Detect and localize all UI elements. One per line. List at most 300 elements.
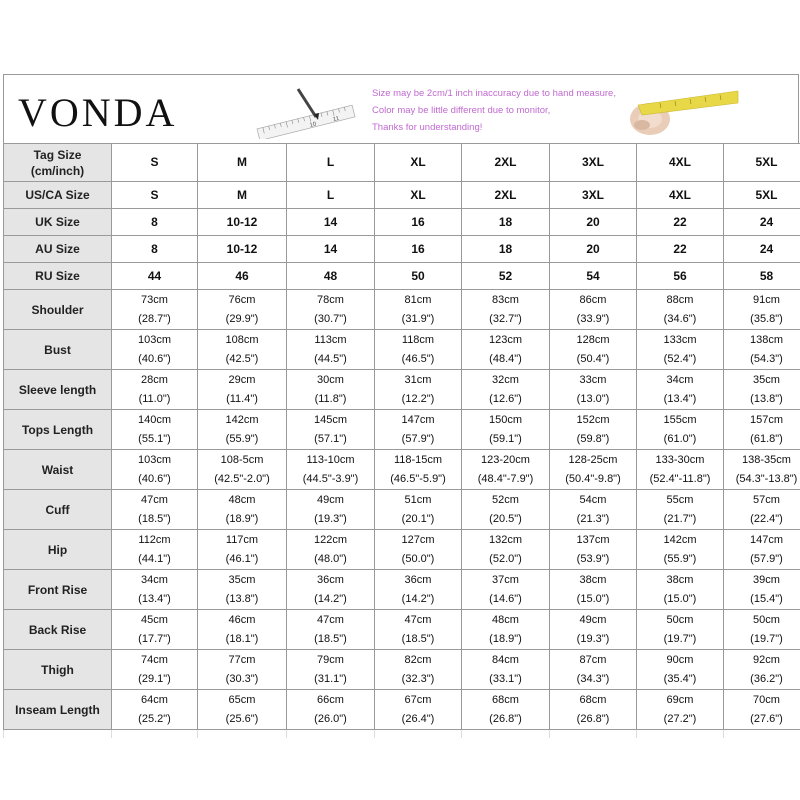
row-label: Bust	[4, 330, 112, 370]
measurement-cell	[375, 450, 462, 490]
measurement-cell	[724, 530, 800, 570]
measurement-cell	[198, 370, 287, 410]
size-cell: 22	[637, 236, 724, 263]
cm-value: 133cm	[663, 333, 697, 346]
cm-value: 84cm	[492, 653, 519, 666]
empty-cell	[4, 730, 112, 739]
cm-value: 33cm	[579, 373, 607, 386]
measurement-cell	[198, 650, 287, 690]
inch-value: (61.8")	[750, 432, 783, 445]
measurement-cell	[637, 290, 724, 330]
inch-value: (34.3")	[576, 672, 610, 685]
measurement-row	[4, 490, 800, 530]
size-header-cell: L	[287, 144, 375, 182]
inch-value: (50.4"-9.8")	[565, 472, 621, 485]
inch-value: (55.1")	[138, 432, 171, 445]
row-label: RU Size	[4, 263, 112, 290]
cm-value: 140cm	[137, 413, 172, 426]
measurement-cell	[550, 650, 637, 690]
inch-value: (18.9")	[225, 512, 259, 525]
inch-value: (53.9")	[576, 552, 610, 565]
empty-cell	[112, 730, 198, 739]
cm-value: 50cm	[753, 613, 780, 626]
cm-value: 29cm	[228, 373, 256, 386]
measurement-cell	[724, 450, 800, 490]
size-header-cell: XL	[375, 144, 462, 182]
inch-value: (46.5"-5.9")	[390, 472, 446, 485]
cm-value: 66cm	[317, 693, 344, 706]
measurement-cell	[637, 490, 724, 530]
size-cell: 10-12	[198, 236, 287, 263]
measurement-cell	[375, 370, 462, 410]
cm-value: 45cm	[141, 613, 168, 626]
inch-value: (26.8")	[489, 712, 522, 725]
measurement-cell	[637, 330, 724, 370]
inch-value: (14.2")	[314, 592, 347, 605]
inch-value: (59.1")	[489, 432, 522, 445]
size-cell: 16	[375, 236, 462, 263]
measurement-row	[4, 290, 800, 330]
measurement-cell	[375, 410, 462, 450]
cm-value: 70cm	[753, 693, 780, 706]
size-cell: 3XL	[550, 182, 637, 209]
cm-value: 52cm	[492, 493, 519, 506]
measurement-cell	[287, 450, 375, 490]
measurement-cell	[375, 330, 462, 370]
measurement-cell	[724, 690, 800, 730]
measurement-cell	[462, 690, 550, 730]
measurement-cell	[112, 570, 198, 610]
row-label: Front Rise	[4, 570, 112, 610]
size-cell: 8	[112, 209, 198, 236]
measurement-cell	[287, 610, 375, 650]
cm-value: 87cm	[579, 653, 607, 666]
cm-value: 145cm	[313, 413, 348, 426]
cm-value: 68cm	[579, 693, 607, 706]
cm-value: 49cm	[317, 493, 344, 506]
size-cell: 52	[462, 263, 550, 290]
measurement-cell	[287, 490, 375, 530]
size-header-cell: 2XL	[462, 144, 550, 182]
row-label: Inseam Length	[4, 690, 112, 730]
measurement-cell	[637, 650, 724, 690]
measurement-cell	[375, 290, 462, 330]
cm-value: 38cm	[579, 573, 607, 586]
size-cell: 58	[724, 263, 800, 290]
cm-value: 113-10cm	[306, 453, 355, 466]
cm-value: 34cm	[666, 373, 694, 386]
measurement-cell	[462, 610, 550, 650]
inch-value: (13.8")	[225, 592, 259, 605]
cm-value: 103cm	[137, 333, 172, 346]
size-cell: 20	[550, 236, 637, 263]
empty-cell	[462, 730, 550, 739]
inch-value: (36.2")	[750, 672, 783, 685]
inch-value: (18.1")	[225, 632, 259, 645]
measurement-cell	[550, 570, 637, 610]
cm-value: 57cm	[753, 493, 780, 506]
cm-value: 108-5cm	[220, 453, 264, 466]
size-table	[3, 143, 800, 738]
measurement-row	[4, 370, 800, 410]
measurement-cell	[637, 570, 724, 610]
size-cell: 24	[724, 209, 800, 236]
measurement-cell	[462, 450, 550, 490]
row-label: Hip	[4, 530, 112, 570]
size-cell: 18	[462, 209, 550, 236]
cm-value: 79cm	[317, 653, 344, 666]
inch-value: (54.3"-13.8")	[735, 472, 798, 485]
inch-value: (19.3")	[314, 512, 347, 525]
measurement-cell	[550, 370, 637, 410]
inch-value: (29.9")	[225, 312, 259, 325]
measurement-cell	[112, 610, 198, 650]
measurement-cell	[550, 330, 637, 370]
measurement-cell	[637, 410, 724, 450]
size-cell: 5XL	[724, 182, 800, 209]
cm-value: 123-20cm	[481, 453, 530, 466]
row-label: Back Rise	[4, 610, 112, 650]
measurement-cell	[198, 530, 287, 570]
inch-value: (50.4")	[576, 352, 610, 365]
cm-value: 138cm	[749, 333, 784, 346]
inch-value: (13.8")	[750, 392, 783, 405]
measurement-cell	[375, 530, 462, 570]
inch-value: (11.0")	[138, 392, 171, 405]
cm-value: 48cm	[228, 493, 256, 506]
measurement-cell	[724, 290, 800, 330]
inch-value: (33.1")	[489, 672, 522, 685]
cm-value: 32cm	[492, 373, 519, 386]
cm-value: 128cm	[576, 333, 610, 346]
inch-value: (19.7")	[750, 632, 783, 645]
disclaimer-notes	[372, 85, 616, 136]
inch-value: (12.6")	[489, 392, 522, 405]
measurement-cell	[287, 370, 375, 410]
cm-value: 142cm	[225, 413, 259, 426]
cm-value: 147cm	[749, 533, 784, 546]
measurement-cell	[724, 650, 800, 690]
inch-value: (18.5")	[138, 512, 171, 525]
measurement-cell	[198, 450, 287, 490]
cm-value: 118cm	[401, 333, 435, 346]
cm-value: 132cm	[488, 533, 523, 546]
cm-value: 78cm	[317, 293, 344, 306]
cm-value: 51cm	[404, 493, 432, 506]
header-row	[4, 144, 800, 182]
inch-value: (52.0")	[489, 552, 522, 565]
cm-value: 74cm	[141, 653, 168, 666]
measurement-row	[4, 690, 800, 730]
table-edge-row	[4, 730, 800, 739]
inch-value: (40.6")	[138, 472, 171, 485]
measurement-cell	[550, 490, 637, 530]
measurement-cell	[462, 410, 550, 450]
measurement-row	[4, 450, 800, 490]
cm-value: 81cm	[404, 293, 432, 306]
ruler-number: 11	[332, 115, 340, 124]
measurement-row	[4, 650, 800, 690]
measurement-cell	[112, 370, 198, 410]
size-cell: 46	[198, 263, 287, 290]
empty-cell	[287, 730, 375, 739]
measurement-cell	[198, 690, 287, 730]
size-cell: 22	[637, 209, 724, 236]
cm-value: 92cm	[753, 653, 780, 666]
cm-value: 118-15cm	[393, 453, 443, 466]
inch-value: (21.7")	[663, 512, 697, 525]
cm-value: 67cm	[404, 693, 432, 706]
measurement-cell	[287, 570, 375, 610]
cm-value: 69cm	[666, 693, 694, 706]
inch-value: (35.4")	[663, 672, 697, 685]
inch-value: (48.4"-7.9")	[477, 472, 534, 485]
size-cell: 14	[287, 236, 375, 263]
measurement-cell	[550, 290, 637, 330]
measurement-cell	[637, 450, 724, 490]
size-conversion-row	[4, 209, 800, 236]
inch-value: (33.9")	[576, 312, 610, 325]
measurement-cell	[375, 570, 462, 610]
empty-cell	[550, 730, 637, 739]
cm-value: 55cm	[666, 493, 694, 506]
measurement-cell	[375, 690, 462, 730]
measurement-cell	[287, 530, 375, 570]
cm-value: 73cm	[141, 293, 168, 306]
cm-value: 65cm	[228, 693, 256, 706]
inch-value: (15.0")	[576, 592, 610, 605]
measurement-cell	[287, 330, 375, 370]
measurement-cell	[724, 330, 800, 370]
cm-value: 147cm	[401, 413, 435, 426]
row-label: UK Size	[4, 209, 112, 236]
measurement-cell	[724, 610, 800, 650]
size-conversion-row	[4, 182, 800, 209]
cm-value: 64cm	[141, 693, 168, 706]
measurement-cell	[637, 530, 724, 570]
inch-value: (29.1")	[138, 672, 171, 685]
inch-value: (15.4")	[750, 592, 783, 605]
measurement-cell	[550, 450, 637, 490]
measurement-cell	[637, 370, 724, 410]
size-cell: L	[287, 182, 375, 209]
cm-value: 47cm	[404, 613, 432, 626]
inch-value: (35.8")	[750, 312, 783, 325]
inch-value: (54.3")	[750, 352, 783, 365]
inch-value: (40.6")	[138, 352, 171, 365]
size-conversion-row	[4, 263, 800, 290]
size-header-cell: 3XL	[550, 144, 637, 182]
measurement-cell	[375, 610, 462, 650]
measurement-cell	[724, 570, 800, 610]
row-label: Sleeve length	[4, 370, 112, 410]
inch-value: (20.5")	[489, 512, 522, 525]
size-cell: 50	[375, 263, 462, 290]
cm-value: 157cm	[749, 413, 784, 426]
size-cell: 2XL	[462, 182, 550, 209]
empty-cell	[198, 730, 287, 739]
cm-value: 48cm	[492, 613, 519, 626]
cm-value: 36cm	[404, 573, 432, 586]
cm-value: 88cm	[666, 293, 694, 306]
inch-value: (31.1")	[314, 672, 347, 685]
measurement-cell	[462, 370, 550, 410]
inch-value: (28.7")	[138, 312, 171, 325]
size-chart	[3, 74, 799, 738]
pen-icon	[298, 89, 319, 120]
cm-value: 137cm	[576, 533, 610, 546]
inch-value: (25.6")	[225, 712, 259, 725]
inch-value: (30.3")	[225, 672, 259, 685]
note-line: Size may be 2cm/1 inch inaccuracy due to hand measure,	[372, 88, 616, 99]
cm-value: 86cm	[579, 293, 607, 306]
size-cell: 54	[550, 263, 637, 290]
cm-value: 28cm	[141, 373, 168, 386]
cm-value: 47cm	[141, 493, 168, 506]
measurement-cell	[112, 410, 198, 450]
inch-value: (32.7")	[489, 312, 522, 325]
measuring-tape-hand-photo	[620, 83, 740, 139]
inch-value: (34.6")	[663, 312, 697, 325]
cm-value: 47cm	[317, 613, 344, 626]
measurement-cell	[198, 610, 287, 650]
size-cell: S	[112, 182, 198, 209]
inch-value: (14.6")	[489, 592, 522, 605]
row-label: Cuff	[4, 490, 112, 530]
row-label: Waist	[4, 450, 112, 490]
size-header-cell: 5XL	[724, 144, 800, 182]
cm-value: 38cm	[666, 573, 694, 586]
row-label: US/CA Size	[4, 182, 112, 209]
inch-value: (22.4")	[750, 512, 783, 525]
measurement-cell	[724, 410, 800, 450]
cm-value: 49cm	[579, 613, 607, 626]
cm-value: 39cm	[753, 573, 780, 586]
measurement-cell	[462, 650, 550, 690]
measurement-cell	[112, 450, 198, 490]
inch-value: (46.5")	[401, 352, 435, 365]
cm-value: 150cm	[488, 413, 523, 426]
inch-value: (52.4"-11.8")	[649, 472, 711, 485]
measurement-cell	[287, 410, 375, 450]
inch-value: (27.6")	[750, 712, 783, 725]
inch-value: (11.8")	[314, 392, 347, 405]
inch-value: (18.5")	[314, 632, 347, 645]
inch-value: (44.5"-3.9")	[302, 472, 359, 485]
inch-value: (18.5")	[401, 632, 435, 645]
cm-value: 112cm	[138, 533, 171, 546]
inch-value: (19.3")	[576, 632, 610, 645]
empty-cell	[724, 730, 800, 739]
measurement-cell	[462, 530, 550, 570]
measurement-cell	[287, 690, 375, 730]
brand-logo: VONDA	[18, 90, 178, 135]
inch-value: (44.5")	[314, 352, 347, 365]
measurement-row	[4, 410, 800, 450]
cm-value: 108cm	[225, 333, 259, 346]
inch-value: (32.3")	[401, 672, 435, 685]
measurement-cell	[198, 410, 287, 450]
inch-value: (61.0")	[663, 432, 697, 445]
inch-value: (15.0")	[663, 592, 697, 605]
inch-value: (26.8")	[576, 712, 610, 725]
size-cell: XL	[375, 182, 462, 209]
inch-value: (57.9")	[750, 552, 783, 565]
measurement-cell	[637, 690, 724, 730]
measurement-cell	[550, 410, 637, 450]
row-label: Tops Length	[4, 410, 112, 450]
cm-value: 31cm	[404, 373, 432, 386]
row-label: Thigh	[4, 650, 112, 690]
inch-value: (13.4")	[138, 592, 171, 605]
inch-value: (44.1")	[138, 552, 171, 565]
cm-value: 122cm	[313, 533, 348, 546]
inch-value: (11.4")	[226, 392, 258, 405]
cm-value: 142cm	[663, 533, 697, 546]
inch-value: (26.4")	[401, 712, 435, 725]
inch-value: (12.2")	[401, 392, 435, 405]
measurement-cell	[112, 690, 198, 730]
measurement-cell	[550, 610, 637, 650]
note-line: Color may be little different due to monitor,	[372, 105, 551, 116]
inch-value: (13.0")	[576, 392, 610, 405]
inch-value: (50.0")	[401, 552, 435, 565]
size-header-cell: 4XL	[637, 144, 724, 182]
inch-value: (48.0")	[314, 552, 347, 565]
inch-value: (31.9")	[401, 312, 435, 325]
cm-value: 34cm	[141, 573, 168, 586]
measurement-cell	[198, 490, 287, 530]
cm-value: 35cm	[753, 373, 780, 386]
measurement-cell	[112, 490, 198, 530]
row-label: AU Size	[4, 236, 112, 263]
cm-value: 155cm	[663, 413, 697, 426]
size-cell: 18	[462, 236, 550, 263]
cm-value: 113cm	[314, 333, 347, 346]
cm-value: 54cm	[579, 493, 607, 506]
inch-value: (48.4")	[489, 352, 522, 365]
size-cell: 24	[724, 236, 800, 263]
cm-value: 37cm	[492, 573, 519, 586]
cm-value: 30cm	[317, 373, 344, 386]
inch-value: (42.5"-2.0")	[214, 472, 270, 485]
measurement-cell	[112, 290, 198, 330]
measurement-cell	[198, 290, 287, 330]
cm-value: 117cm	[225, 533, 259, 546]
cm-value: 46cm	[228, 613, 256, 626]
empty-cell	[375, 730, 462, 739]
measurement-cell	[287, 650, 375, 690]
inch-value: (59.8")	[576, 432, 610, 445]
cm-value: 91cm	[753, 293, 780, 306]
size-cell: 16	[375, 209, 462, 236]
measurement-row	[4, 570, 800, 610]
cm-value: 123cm	[488, 333, 523, 346]
inch-value: (19.7")	[663, 632, 697, 645]
cm-value: 83cm	[492, 293, 519, 306]
inch-value: (55.9")	[663, 552, 697, 565]
inch-value: (57.1")	[314, 432, 347, 445]
size-header-cell: S	[112, 144, 198, 182]
measurement-cell	[462, 330, 550, 370]
cm-value: 76cm	[228, 293, 256, 306]
measurement-cell	[724, 370, 800, 410]
measurement-cell	[462, 290, 550, 330]
measurement-cell	[198, 570, 287, 610]
size-cell: 4XL	[637, 182, 724, 209]
inch-value: (25.2")	[138, 712, 171, 725]
empty-cell	[637, 730, 724, 739]
